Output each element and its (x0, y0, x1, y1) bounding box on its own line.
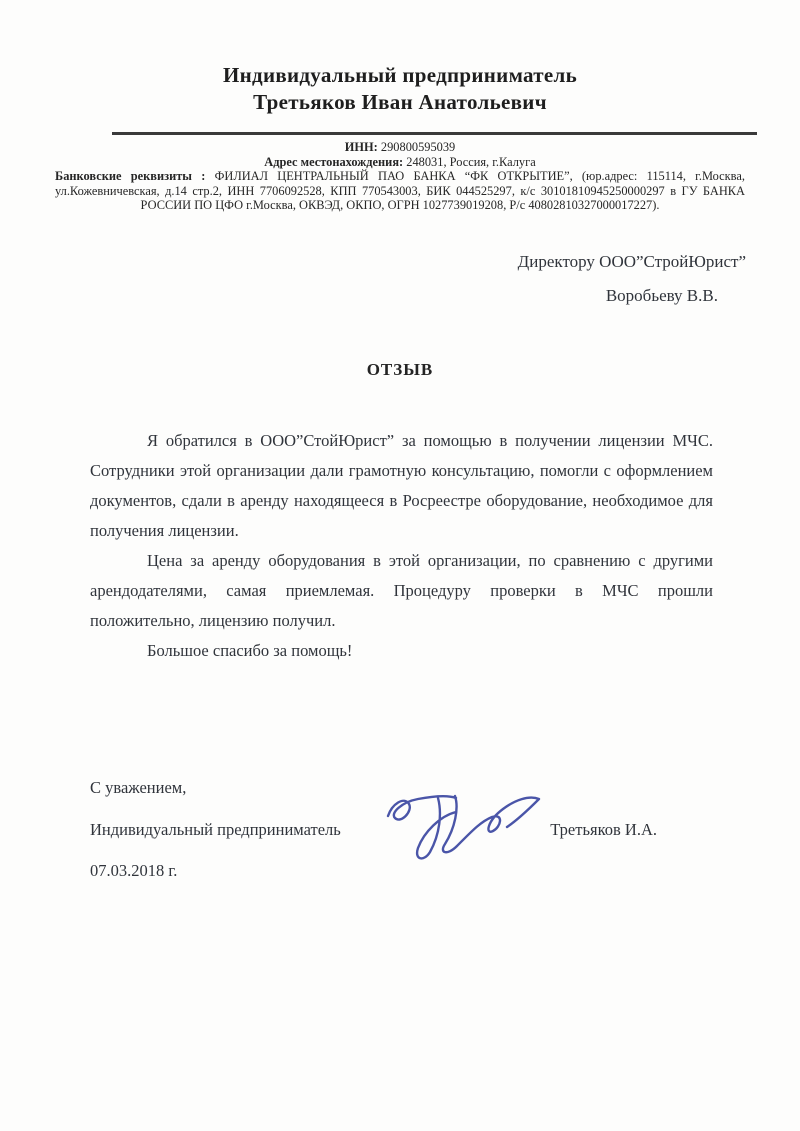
closing-block (90, 778, 713, 881)
inn-value: 290800595039 (380, 140, 456, 154)
recipient-block (0, 252, 800, 306)
signer-name: Третьяков И.А. (550, 820, 657, 839)
recipient-position: Директору ООО”СтройЮрист” (517, 251, 746, 271)
body-paragraph-2: Цена за аренду оборудования в этой организации, по сравнению с другими арендодателями, самая приемлемая. Процедуру проверки в МЧС прошли положительно, лицензию получил. (90, 550, 713, 630)
address-line (55, 155, 745, 170)
closing-salutation: С уважением, (90, 778, 187, 797)
inn-line (55, 140, 745, 155)
letterhead (0, 0, 800, 116)
signer-role: Индивидуальный предприниматель (90, 820, 341, 839)
bank-details-line (55, 169, 745, 213)
body-paragraph-1: Я обратился в ООО”СтойЮрист” за помощью в получении лицензии МЧС. Сотрудники этой организации дали грамотную консультацию, помогли с оформлением документов, сдали в аренду находящееся в Росреестре оборудование, необходимое для получения лицензии. (90, 430, 713, 540)
letterhead-divider (112, 132, 757, 135)
letterhead-entity-type: Индивидуальный предприниматель (222, 63, 578, 87)
letter-body (0, 426, 800, 666)
bank-details-label: Банковские реквизиты : (55, 169, 206, 184)
recipient-name: Воробьеву В.В. (605, 285, 718, 305)
body-paragraph-3: Большое спасибо за помощь! (147, 640, 353, 660)
letterhead-person-name: Третьяков Иван Анатольевич (253, 90, 547, 114)
document-title: ОТЗЫВ (366, 359, 434, 379)
bank-details-value: ФИЛИАЛ ЦЕНТРАЛЬНЫЙ ПАО БАНКА “ФК ОТКРЫТИЕ”, (юр.адрес: 115114, г.Москва, ул.Кожевничевская, д.14 стр.2, ИНН 7706092528, КПП 770543003, БИК 044525297, к/с 30101810945250000297 в ГУ БАНКА РОССИИ ПО ЦФО г.Москва, ОКВЭД, ОКПО, ОГРН 1027739019208, Р/с 40802810327000017227). (55, 169, 745, 213)
signature-row (90, 820, 713, 840)
inn-label: ИНН: (344, 140, 378, 154)
address-value: 248031, Россия, г.Калуга (406, 154, 536, 169)
closing-date: 07.03.2018 г. (90, 861, 178, 880)
requisites-block (55, 140, 745, 213)
address-label: Адрес местонахождения: (264, 154, 404, 169)
